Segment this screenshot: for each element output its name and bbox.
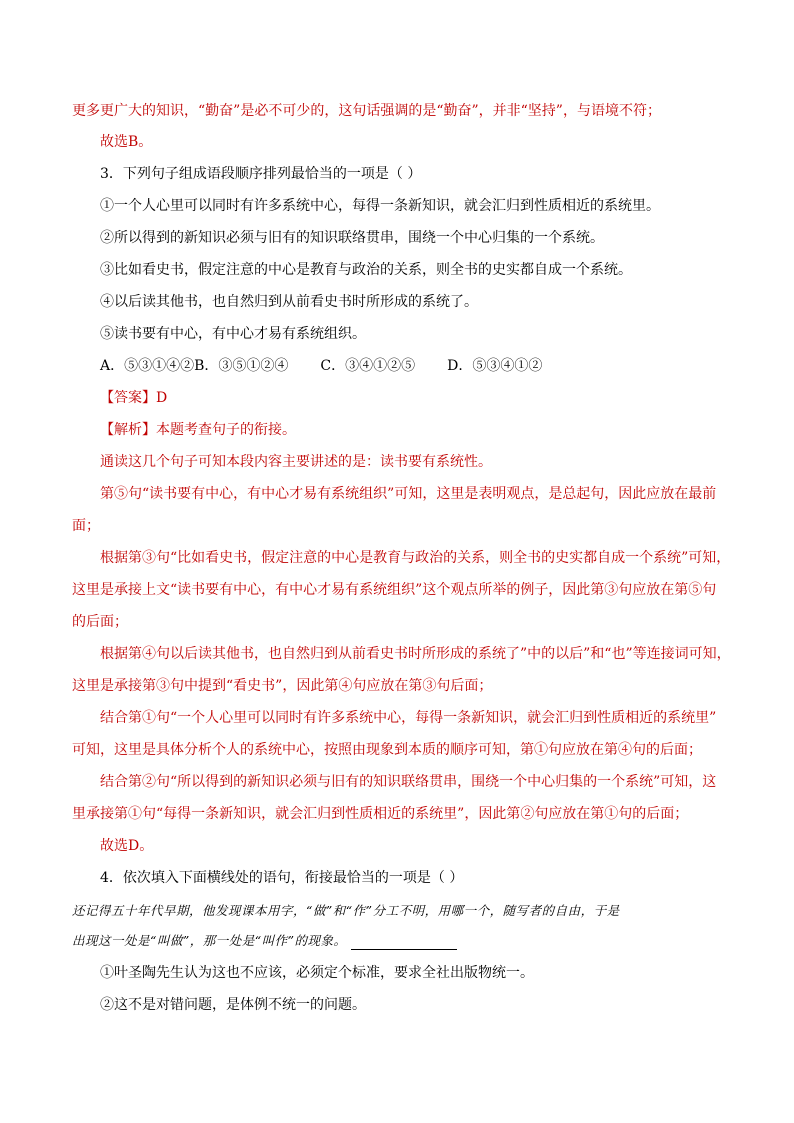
analysis-paragraph: 的后面； (72, 614, 128, 630)
analysis-line (100, 421, 296, 439)
analysis-continuation-line: 更多更广大的知识，“勤奋”是必不可少的，这句话强调的是“勤奋”，并非“坚持”，与语境不符； (72, 103, 661, 119)
analysis-paragraph: 结合第②句“所以得到的新知识必须与旧有的知识联络贯串，围绕一个中心归集的一个系统”可知，这 (100, 774, 717, 790)
option-b: B．③⑤①②④ (194, 358, 289, 374)
analysis-paragraph: 第⑤句“读书要有中心，有中心才易有系统组织”可知，这里是表明观点，是总起句，因此应放在最前 (100, 486, 717, 502)
q2-conclusion: 故选B。 (100, 134, 153, 150)
sentence-3: ③比如看史书，假定注意的中心是教育与政治的关系，则全书的史实都自成一个系统。 (100, 262, 632, 278)
analysis-paragraph: 可知，这里是具体分析个人的系统中心，按照由现象到本质的顺序可知，第①句应放在第④句的后面； (72, 742, 702, 758)
answer-options (100, 357, 574, 375)
analysis-text: 本题考查句子的衔接。 (156, 422, 296, 438)
sentence-2: ②所以得到的新知识必须与旧有的知识联络贯串，围绕一个中心归集的一个系统。 (100, 230, 604, 246)
option-d: D．⑤③④①② (447, 358, 543, 374)
analysis-paragraph: 通读这几个句子可知本段内容主要讲述的是：读书要有系统性。 (100, 454, 492, 470)
question-4-stem: 4．依次填入下面横线处的语句，衔接最恰当的一项是（ ） (100, 870, 464, 886)
analysis-paragraph: 根据第④句以后读其他书，也自然归到从前看史书时所形成的系统了”中的以后”和“也”等连接词可知， (100, 646, 731, 662)
answer-line (100, 389, 167, 407)
passage-line-with-blank (72, 932, 457, 950)
analysis-paragraph: 这里是承接第③句中提到“看史书”，因此第④句应放在第③句后面； (72, 678, 493, 694)
analysis-paragraph: 根据第③句“比如看史书，假定注意的中心是教育与政治的关系，则全书的史实都自成一个系统”可知， (100, 550, 731, 566)
sentence-4: ④以后读其他书，也自然归到从前看史书时所形成的系统了。 (100, 294, 478, 310)
fill-in-blank (351, 935, 457, 950)
option-c: C．③④①②⑤ (320, 358, 416, 374)
answer-value: D (156, 390, 168, 406)
analysis-label: 【解析】 (100, 422, 156, 438)
passage-text: 出现这一处是“叫做”，那一处是“叫作”的现象。 (72, 933, 347, 948)
analysis-paragraph: 结合第①句“一个人心里可以同时有许多系统中心，每得一条新知识，就会汇归到性质相近的系统里” (100, 710, 717, 726)
analysis-paragraph: 里承接第①句“每得一条新知识，就会汇归到性质相近的系统里”，因此第②句应放在第①句的后面； (72, 806, 689, 822)
analysis-paragraph: 这里是承接上文“读书要有中心，有中心才易有系统组织”这个观点所举的例子，因此第③句应放在第⑤句 (72, 582, 717, 598)
answer-label: 【答案】 (100, 390, 156, 406)
option-a: A．⑤③①④② (100, 358, 195, 374)
analysis-paragraph: 面； (72, 518, 100, 534)
candidate-sentence-1: ①叶圣陶先生认为这也不应该，必须定个标准，要求全社出版物统一。 (100, 965, 534, 981)
q3-conclusion: 故选D。 (100, 838, 154, 854)
sentence-5: ⑤读书要有中心，有中心才易有系统组织。 (100, 326, 366, 342)
candidate-sentence-2: ②这不是对错问题，是体例不统一的问题。 (100, 997, 366, 1013)
sentence-1: ①一个人心里可以同时有许多系统中心，每得一条新知识，就会汇归到性质相近的系统里。 (100, 198, 660, 214)
passage-line: 还记得五十年代早期，他发现课本用字，“做”和“作”分工不明，用哪一个，随写者的自由，于是 (72, 903, 620, 918)
question-3-stem: 3．下列句子组成语段顺序排列最恰当的一项是（ ） (100, 166, 422, 182)
